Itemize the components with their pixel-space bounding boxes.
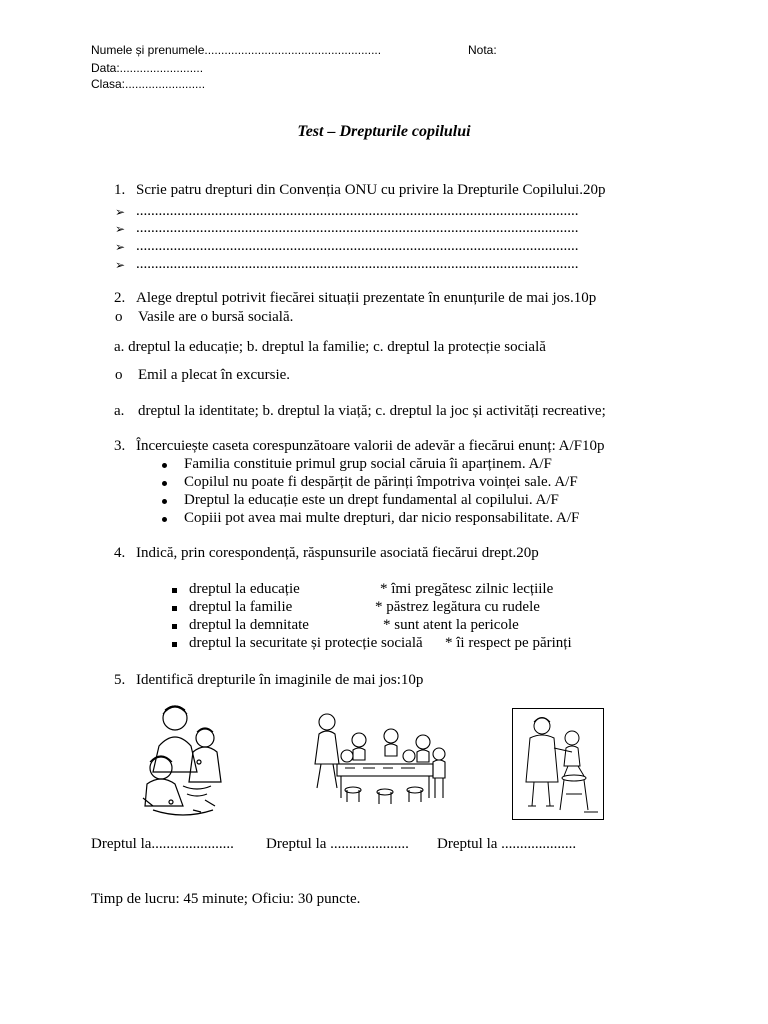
arrow-bullet-icon: ➢ <box>115 240 126 254</box>
question-2 <box>114 290 596 307</box>
question-3 <box>114 438 605 455</box>
answer-line[interactable]: ...................................................................................................................... <box>136 203 579 219</box>
question-number: 1. <box>114 182 126 198</box>
bullet-icon <box>162 517 167 522</box>
match-left-item: dreptul la demnitate <box>189 617 309 633</box>
image-answer-line[interactable]: Dreptul la .................... <box>437 836 577 852</box>
question-text: Alege dreptul potrivit fiecărei situații prezentate în enunțurile de mai jos.10p <box>136 290 597 306</box>
true-false-item[interactable]: Dreptul la educație este un drept fundamental al copilului. A/F <box>184 492 559 508</box>
situation-text: Emil a plecat în excursie. <box>138 367 291 383</box>
class-line[interactable]: Clasa:........................ <box>91 77 206 91</box>
question-number: 3. <box>114 438 126 454</box>
answer-line[interactable]: ...................................................................................................................... <box>136 220 579 236</box>
square-bullet-icon <box>172 606 177 611</box>
match-left-item: dreptul la securitate și protecție socială <box>189 635 423 651</box>
question-text: Indică, prin corespondență, răspunsurile asociată fiecărui drept.20p <box>136 545 539 561</box>
true-false-item[interactable]: Copiii pot avea mai multe drepturi, dar nicio responsabilitate. A/F <box>184 510 580 526</box>
answer-options-label: a. <box>114 403 125 419</box>
answer-options: dreptul la identitate; b. dreptul la viață; c. dreptul la joc și activități recreative; <box>138 403 606 419</box>
bullet-icon <box>162 481 167 486</box>
question-text: Scrie patru drepturi din Convenția ONU cu privire la Drepturile Copilului.20p <box>136 182 606 198</box>
footer-note: Timp de lucru: 45 minute; Oficiu: 30 puncte. <box>91 891 361 907</box>
situation-bullet: o <box>115 367 123 383</box>
question-text: Încercuiește caseta corespunzătoare valorii de adevăr a fiecărui enunț: A/F10p <box>136 438 605 454</box>
match-left-item: dreptul la educație <box>189 581 300 597</box>
match-right-item: * îi respect pe părinți <box>445 635 572 651</box>
true-false-item[interactable]: Copilul nu poate fi despărțit de părinți împotriva voinței sale. A/F <box>184 474 578 490</box>
image-answer-line[interactable]: Dreptul la...................... <box>91 836 234 852</box>
classroom-drawing <box>297 710 453 806</box>
grade-label: Nota: <box>468 43 497 57</box>
date-line[interactable]: Data:......................... <box>91 61 204 75</box>
question-number: 4. <box>114 545 126 561</box>
question-number: 5. <box>114 672 126 688</box>
arrow-bullet-icon: ➢ <box>115 258 126 272</box>
page-title: Test – Drepturile copilului <box>297 123 471 140</box>
bullet-icon <box>162 463 167 468</box>
square-bullet-icon <box>172 642 177 647</box>
doctor-drawing <box>512 708 604 820</box>
question-text: Identifică drepturile în imaginile de mai jos:10p <box>136 672 424 688</box>
square-bullet-icon <box>172 588 177 593</box>
question-1 <box>114 182 605 199</box>
answer-line[interactable]: ...................................................................................................................... <box>136 238 579 254</box>
match-right-item: * sunt atent la pericole <box>383 617 519 633</box>
family-drawing <box>135 702 235 824</box>
question-5 <box>114 672 423 689</box>
situation-bullet: o <box>115 309 123 325</box>
match-right-item: * păstrez legătura cu rudele <box>375 599 540 615</box>
match-right-item: * îmi pregătesc zilnic lecțiile <box>380 581 554 597</box>
answer-options: a. dreptul la educație; b. dreptul la familie; c. dreptul la protecție socială <box>114 339 546 355</box>
situation-text: Vasile are o bursă socială. <box>138 309 294 325</box>
name-line[interactable]: Numele și prenumele..................................................... <box>91 43 382 57</box>
square-bullet-icon <box>172 624 177 629</box>
match-left-item: dreptul la familie <box>189 599 293 615</box>
question-4 <box>114 545 539 562</box>
question-number: 2. <box>114 290 126 306</box>
bullet-icon <box>162 499 167 504</box>
arrow-bullet-icon: ➢ <box>115 205 126 219</box>
true-false-item[interactable]: Familia constituie primul grup social căruia îi aparținem. A/F <box>184 456 552 472</box>
image-answer-line[interactable]: Dreptul la ..................... <box>266 836 409 852</box>
arrow-bullet-icon: ➢ <box>115 222 126 236</box>
answer-line[interactable]: ...................................................................................................................... <box>136 256 579 272</box>
